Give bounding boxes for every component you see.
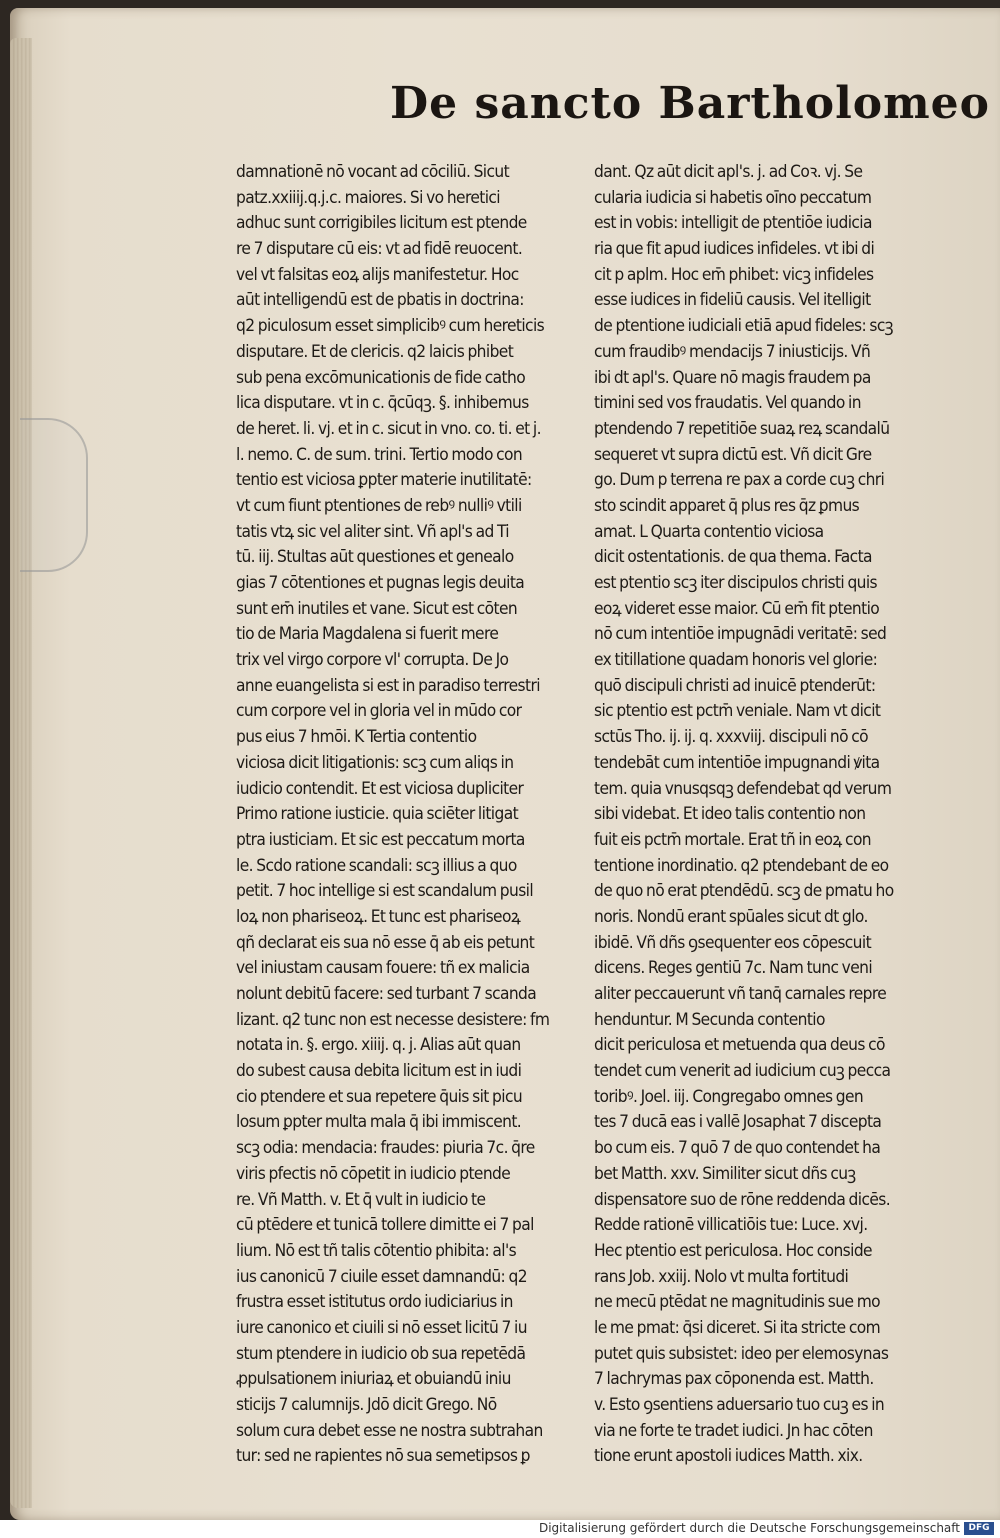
text-line: q2 piculosum esset simplicibꝰ cum hereticis: [236, 316, 545, 337]
text-line: adhuc sunt corrigibiles licitum est ptende: [236, 213, 527, 234]
text-line: go. Dum p terrena re pax a corde cuꝫ chri: [594, 470, 885, 491]
text-line: ꝓpulsationem iniuriaꝝ et obuiandū iniu: [236, 1369, 511, 1390]
text-line: tur: sed ne rapientes nō sua semetipsos ꝑ: [236, 1446, 530, 1467]
text-line: ex titillatione quadam honoris vel glorie:: [594, 650, 878, 671]
text-line: rans Job. xxiij. Nolo vt multa fortitudi: [594, 1266, 849, 1287]
text-line: Primo ratione iusticie. quia sciēter litigat: [236, 804, 519, 825]
text-line: de quo nō erat ptendēdū. scꝫ de pmatu ho: [594, 881, 894, 902]
text-line: tū. iij. Stultas aūt questiones et genealo: [236, 547, 514, 568]
text-line: esse iudices in fideliū causis. Vel itelligit: [594, 290, 871, 311]
text-line: viris pfectis nō cōpetit in iudicio ptende: [236, 1163, 511, 1184]
text-line: sibi videbat. Et ideo talis contentio non: [594, 804, 866, 825]
text-line: frustra esset istitutus ordo iudiciarius in: [236, 1292, 513, 1313]
text-line: v. Esto ꝯsentiens aduersario tuo cuꝫ es in: [594, 1395, 885, 1415]
text-line: tendebāt cum intentiōe impugnandi ꝟita: [594, 752, 880, 773]
text-line: sequeret vt supra dictū est. Vñ dicit Gre: [594, 444, 872, 465]
text-line: cit p aplm. Hoc em̄ phibet: vicꝫ infideles: [594, 264, 874, 285]
text-line: lica disputare. vt in c. q̄cūqꝫ. §. inhibemus: [236, 393, 529, 414]
text-line: bet Matth. xxv. Similiter sicut dñs cuꝫ: [594, 1163, 856, 1184]
text-line: losum ꝑpter multa mala q̄ ibi immiscent.: [236, 1112, 522, 1133]
text-line: vel vt falsitas eoꝝ alijs manifestetur. Hoc: [236, 264, 519, 285]
text-line: sic ptentio est pctm̄ veniale. Nam vt dicit: [594, 701, 881, 722]
text-line: tem. quia vnusqsqꝫ defendebat qd verum: [594, 778, 892, 799]
text-line: 7 lachrymas pax cōponenda est. Matth.: [594, 1369, 874, 1390]
text-line: anne euangelista si est in paradiso terrestri: [236, 675, 540, 696]
text-line: dant. Qz aūt dicit apl's. j. ad Coꝛ. vj. Se: [594, 162, 863, 182]
text-line: putet quis subsistet: ideo per elemosynas: [594, 1343, 889, 1364]
text-line: scꝫ odia: mendacia: fraudes: piuria 7c. q̄re: [236, 1138, 535, 1159]
text-line: dicit ostentationis. de qua thema. Facta: [594, 547, 872, 568]
text-line: ius canonicū 7 ciuile esset damnandū: q2: [236, 1266, 527, 1287]
text-line: ptra iusticiam. Et sic est peccatum morta: [236, 829, 525, 850]
text-line: pus eius 7 hmōi. K Tertia contentio: [236, 727, 477, 748]
text-line: de heret. li. vj. et in c. sicut in vno. co. ti. et j.: [236, 418, 541, 439]
text-line: noris. Nondū erant spūales sicut dt glo.: [594, 906, 868, 927]
text-line: stum ptendere in iudicio ob sua repetēdā: [236, 1343, 526, 1364]
text-line: ibi dt apl's. Quare nō magis fraudem pa: [594, 367, 871, 388]
text-line: tentio est viciosa ꝑpter materie inutilitatē:: [236, 470, 532, 491]
text-line: Hec ptentio est periculosa. Hoc conside: [594, 1240, 872, 1261]
text-line: ptendendo 7 repetitiōe suaꝝ reꝝ scandalū: [594, 418, 890, 439]
plastic-clip: [20, 418, 88, 572]
text-line: l. nemo. C. de sum. trini. Tertio modo con: [236, 444, 523, 465]
text-line: dicit periculosa et metuenda qua deus cō: [594, 1035, 885, 1056]
text-line: timini sed vos fraudatis. Vel quando in: [594, 393, 861, 414]
text-line: cū ptēdere et tunicā tollere dimitte ei 7 pal: [236, 1215, 534, 1236]
text-line: sto scindit apparet q̄ plus res q̄z ꝑmus: [594, 495, 860, 516]
text-line: sub pena excōmunicationis de fide catho: [236, 367, 526, 388]
text-line: nō cum intentiōe impugnādi veritatē: sed: [594, 624, 887, 645]
dfg-logo: DFG: [964, 1522, 994, 1535]
text-line: sticijs 7 calumnijs. Jdō dicit Grego. Nō: [236, 1395, 497, 1415]
text-line: cio ptendere et sua repetere q̄uis sit picu: [236, 1086, 523, 1107]
text-line: iudicio contendit. Et est viciosa dupliciter: [236, 778, 524, 799]
text-line: tio de Maria Magdalena si fuerit mere: [236, 624, 499, 645]
text-line: nolunt debitū facere: sed turbant 7 scanda: [236, 984, 537, 1004]
text-line: cum corpore vel in gloria vel in mūdo cor: [236, 701, 522, 722]
text-line: est in vobis: intelligit de ptentiōe iudicia: [594, 213, 872, 234]
text-line: sunt em̄ inutiles et vane. Sicut est cōten: [236, 598, 518, 619]
text-line: fuit eis pctm̄ mortale. Erat tñ in eoꝝ con: [594, 829, 872, 850]
text-line: solum cura debet esse ne nostra subtrahan: [236, 1420, 543, 1441]
text-line: iure canonico et ciuili si nō esset licitū 7 iu: [236, 1317, 527, 1338]
text-line: dispensatore suo de rōne reddenda dicēs.: [594, 1189, 891, 1210]
text-line: patz.xxiiij.q.j.c. maiores. Si vo heretici: [236, 187, 500, 208]
text-line: le. Scdo ratione scandali: scꝫ illius a quo: [236, 855, 517, 876]
running-title: De sancto Bartholomeo: [390, 78, 991, 129]
text-line: vt cum fiunt ptentiones de rebꝰ nulliꝰ vtili: [236, 495, 522, 516]
text-line: tione erunt apostoli iudices Matth. xix.: [594, 1446, 863, 1467]
text-line: est ptentio scꝫ iter discipulos christi quis: [594, 573, 878, 593]
text-line: do subest causa debita licitum est in iudi: [236, 1061, 522, 1082]
text-line: vel iniustam causam fouere: tñ ex malicia: [236, 958, 530, 979]
text-line: eoꝝ videret esse maior. Cū em̄ fit ptentio: [594, 598, 880, 619]
text-line: quō discipuli christi ad inuicē ptenderūt:: [594, 675, 876, 696]
text-line: tentione inordinatio. q2 ptendebant de eo: [594, 855, 889, 876]
text-line: qñ declarat eis sua nō esse q̄ ab eis petunt: [236, 932, 535, 953]
text-line: viciosa dicit litigationis: scꝫ cum aliqs in: [236, 752, 514, 773]
text-line: tes 7 ducā eas i vallē Josaphat 7 discepta: [594, 1112, 882, 1133]
footer-credit: Digitalisierung gefördert durch die Deutsche Forschungsgemeinschaft: [538, 1521, 960, 1535]
text-line: tatis vtꝝ sic vel aliter sint. Vñ apl's ad Ti: [236, 521, 509, 542]
text-line: disputare. Et de clericis. q2 laicis phibet: [236, 341, 514, 362]
page-edge-stack: [10, 38, 32, 1508]
text-line: via ne forte te tradet iudici. Jn hac cōten: [594, 1420, 873, 1441]
text-line: cularia iudicia si habetis oīno peccatum: [594, 187, 872, 208]
text-line: lium. Nō est tñ talis cōtentio phibita: al's: [236, 1240, 517, 1261]
text-line: aūt intelligendū est de pbatis in doctrina:: [236, 290, 524, 311]
text-line: ria que fit apud iudices infideles. vt ibi di: [594, 239, 875, 260]
text-line: re. Vñ Matth. v. Et q̄ vult in iudicio te: [236, 1189, 486, 1210]
text-line: gias 7 cōtentiones et pugnas legis deuita: [236, 573, 525, 593]
text-line: amat. L Quarta contentio viciosa: [594, 521, 824, 542]
text-line: lizant. q2 tunc non est necesse desistere: fm: [236, 1009, 550, 1030]
text-line: aliter peccauerunt vñ tanq̄ carnales repre: [594, 984, 887, 1004]
text-line: dicens. Reges gentiū 7c. Nam tunc veni: [594, 958, 873, 979]
text-line: damnationē nō vocant ad cōciliū. Sicut: [236, 162, 510, 182]
text-line: le me pmat: q̄si diceret. Si ita stricte com: [594, 1317, 881, 1338]
text-line: bo cum eis. 7 quō 7 de quo contendet ha: [594, 1138, 881, 1159]
text-line: toribꝰ. Joel. iij. Congregabo omnes gen: [594, 1086, 864, 1107]
text-column-right: [594, 160, 966, 1470]
text-line: tendet cum venerit ad iudicium cuꝫ pecca: [594, 1061, 891, 1082]
text-line: trix vel virgo corpore vl' corrupta. De Jo: [236, 650, 509, 671]
text-line: ibidē. Vñ dñs ꝯsequenter eos cōpescuit: [594, 932, 872, 953]
text-line: petit. 7 hoc intellige si est scandalum pusil: [236, 881, 534, 902]
text-line: de ptentione iudiciali etiā apud fideles: scꝫ: [594, 316, 893, 337]
text-line: cum fraudibꝰ mendacijs 7 iniusticijs. Vñ: [594, 341, 871, 362]
digitization-footer: [0, 1520, 1000, 1538]
text-line: sctūs Tho. ij. ij. q. xxxviij. discipuli nō cō: [594, 727, 868, 748]
text-line: Redde rationē villicatiōis tue: Luce. xvj.: [594, 1215, 868, 1236]
text-column-left: [236, 160, 598, 1470]
text-line: re 7 disputare cū eis: vt ad fidē reuocent.: [236, 239, 523, 260]
text-line: notata in. §. ergo. xiiij. q. j. Alias aūt quan: [236, 1035, 521, 1056]
text-line: henduntur. M Secunda contentio: [594, 1009, 825, 1030]
text-line: ne mecū ptēdat ne magnitudinis sue mo: [594, 1292, 881, 1313]
text-line: loꝝ non phariseoꝝ. Et tunc est phariseoꝝ: [236, 906, 521, 927]
